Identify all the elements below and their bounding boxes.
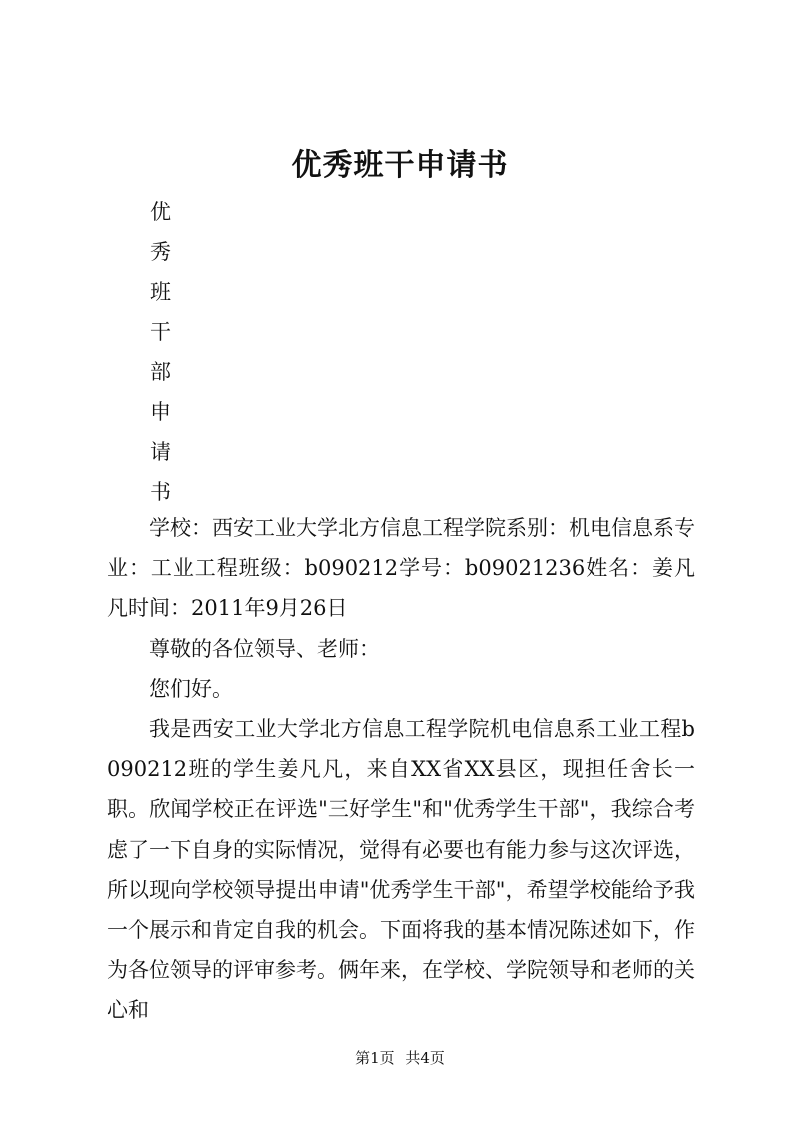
vertical-char: 班 bbox=[150, 280, 171, 304]
greeting-paragraph: 您们好。 bbox=[149, 676, 233, 701]
vertical-char: 优 bbox=[150, 200, 171, 224]
page-footer bbox=[0, 1047, 800, 1068]
body-paragraph: 我是西安工业大学北方信息工程学院机电信息系工业工程b090212班的学生姜凡凡，来自XX省XX县区，现担任舍长一职。欣闻学校正在评选"三好学生"和"优秀学生干部"，我综合考虑了一下自身的实际情况，觉得有必要也有能力参与这次评选，所以现向学校领导提出申请"优秀学生干部"，希望学校能给予我一个展示和肯定自我的机会。下面将我的基本情况陈述如下，作为各位领导的评审参考。俩年来，在学校、学院领导和老师的关心和 bbox=[107, 717, 695, 1023]
info-paragraph: 学校：西安工业大学北方信息工程学院系别：机电信息系专业：工业工程班级：b090212学号：b09021236姓名：姜凡凡时间：2011年9月26日 bbox=[107, 516, 695, 621]
page-number: 第1页 bbox=[355, 1049, 395, 1067]
document-title: 优秀班干申请书 bbox=[291, 148, 509, 183]
vertical-char: 申 bbox=[150, 400, 171, 424]
vertical-char: 干 bbox=[150, 320, 171, 344]
salutation-paragraph: 尊敬的各位领导、老师： bbox=[149, 636, 380, 661]
vertical-char: 部 bbox=[150, 360, 171, 384]
page-total: 共4页 bbox=[405, 1049, 445, 1067]
vertical-char: 书 bbox=[150, 480, 171, 504]
vertical-char: 请 bbox=[150, 440, 171, 464]
vertical-char: 秀 bbox=[150, 240, 171, 264]
vertical-title-column bbox=[150, 192, 190, 512]
document-body bbox=[107, 508, 695, 1031]
